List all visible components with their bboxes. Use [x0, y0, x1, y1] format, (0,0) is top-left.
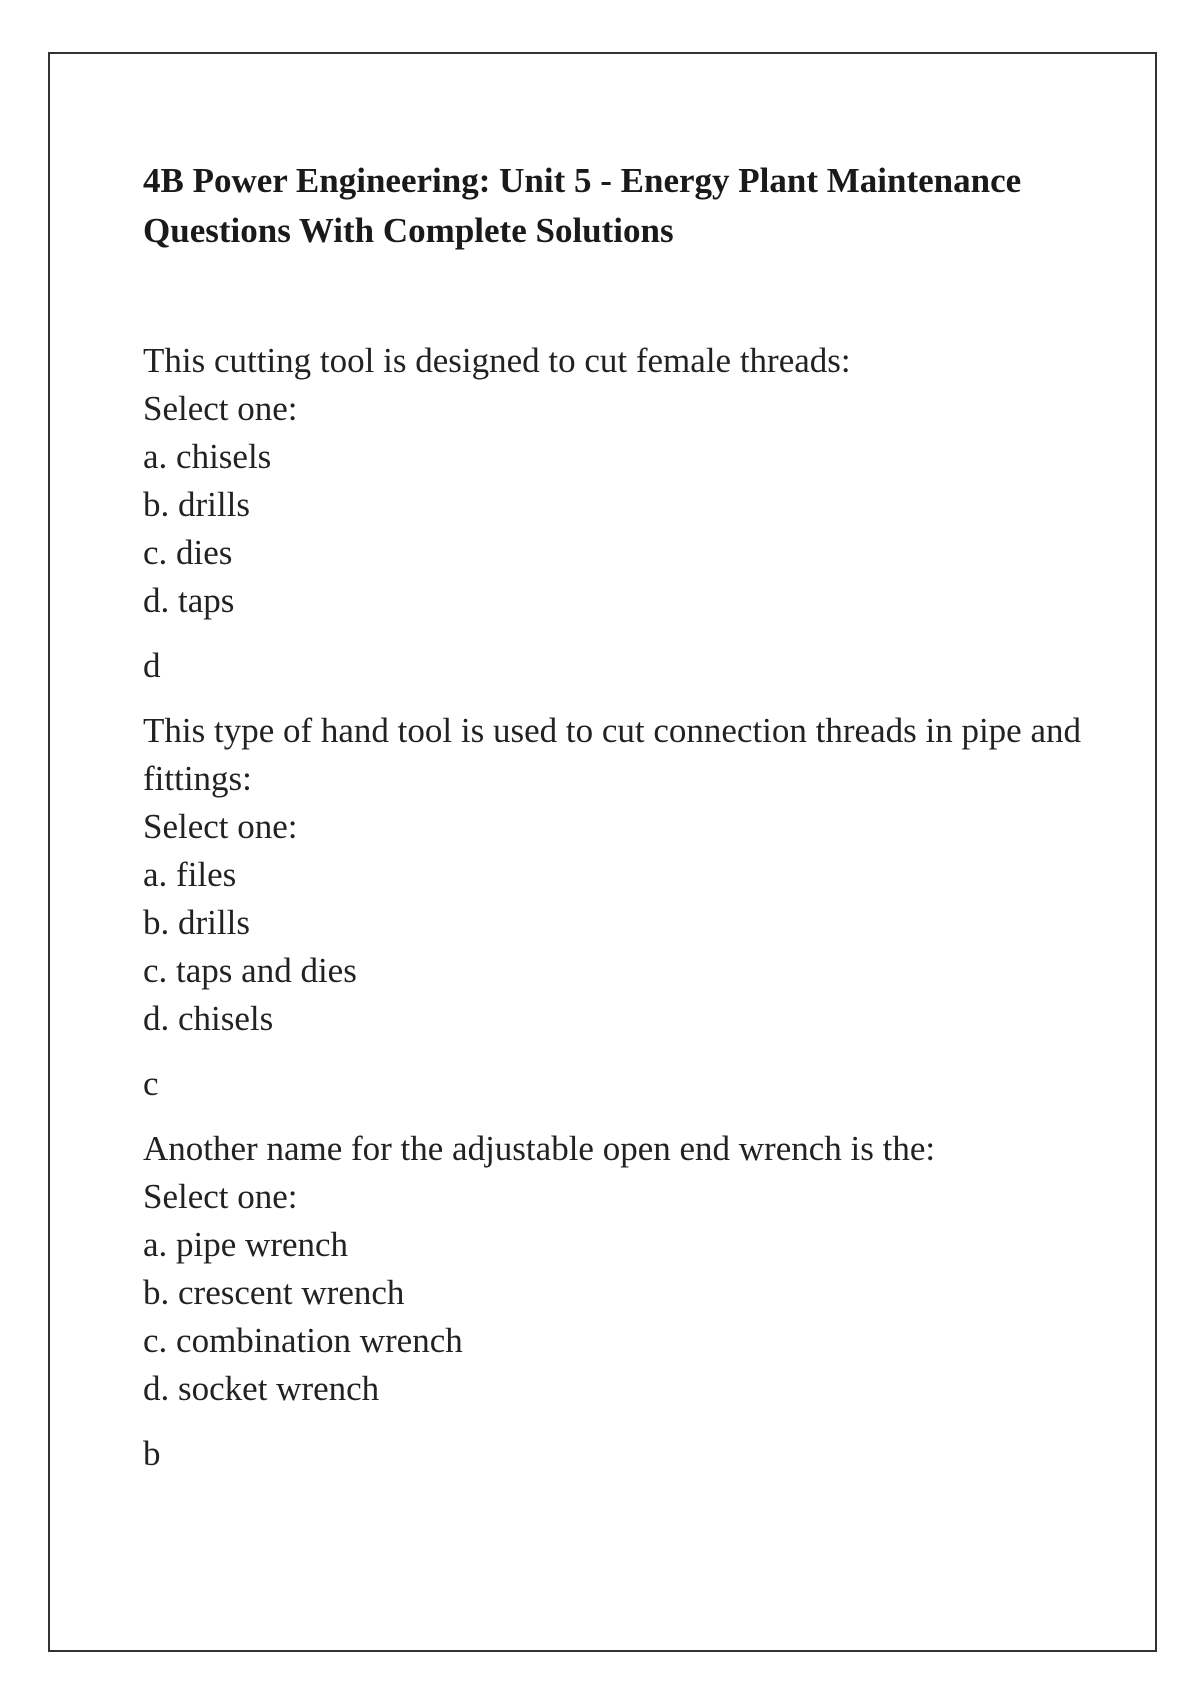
option-c: c. dies	[143, 533, 233, 572]
document-title: 4B Power Engineering: Unit 5 - Energy Plant Maintenance Questions With Complete Solutions	[143, 161, 1022, 250]
option-d: d. taps	[143, 581, 235, 620]
option-d: d. socket wrench	[143, 1369, 380, 1408]
question-1	[143, 337, 1083, 690]
answer: b	[143, 1434, 161, 1473]
answer: c	[143, 1064, 159, 1103]
option-c: c. combination wrench	[143, 1321, 463, 1360]
option-b: b. drills	[143, 903, 250, 942]
question-2	[143, 707, 1083, 1108]
answer: d	[143, 646, 161, 685]
option-b: b. drills	[143, 485, 250, 524]
select-prompt: Select one:	[143, 807, 298, 846]
option-a: a. files	[143, 855, 237, 894]
document-page	[48, 52, 1157, 1652]
option-a: a. chisels	[143, 437, 272, 476]
question-3	[143, 1125, 1083, 1478]
select-prompt: Select one:	[143, 1177, 298, 1216]
question-text: Another name for the adjustable open end wrench is the:	[143, 1129, 936, 1168]
option-a: a. pipe wrench	[143, 1225, 349, 1264]
option-d: d. chisels	[143, 999, 274, 1038]
question-text: This cutting tool is designed to cut female threads:	[143, 341, 851, 380]
option-c: c. taps and dies	[143, 951, 357, 990]
select-prompt: Select one:	[143, 389, 298, 428]
document-content	[143, 156, 1083, 1478]
question-text: This type of hand tool is used to cut connection threads in pipe and fittings:	[143, 711, 1081, 798]
option-b: b. crescent wrench	[143, 1273, 405, 1312]
